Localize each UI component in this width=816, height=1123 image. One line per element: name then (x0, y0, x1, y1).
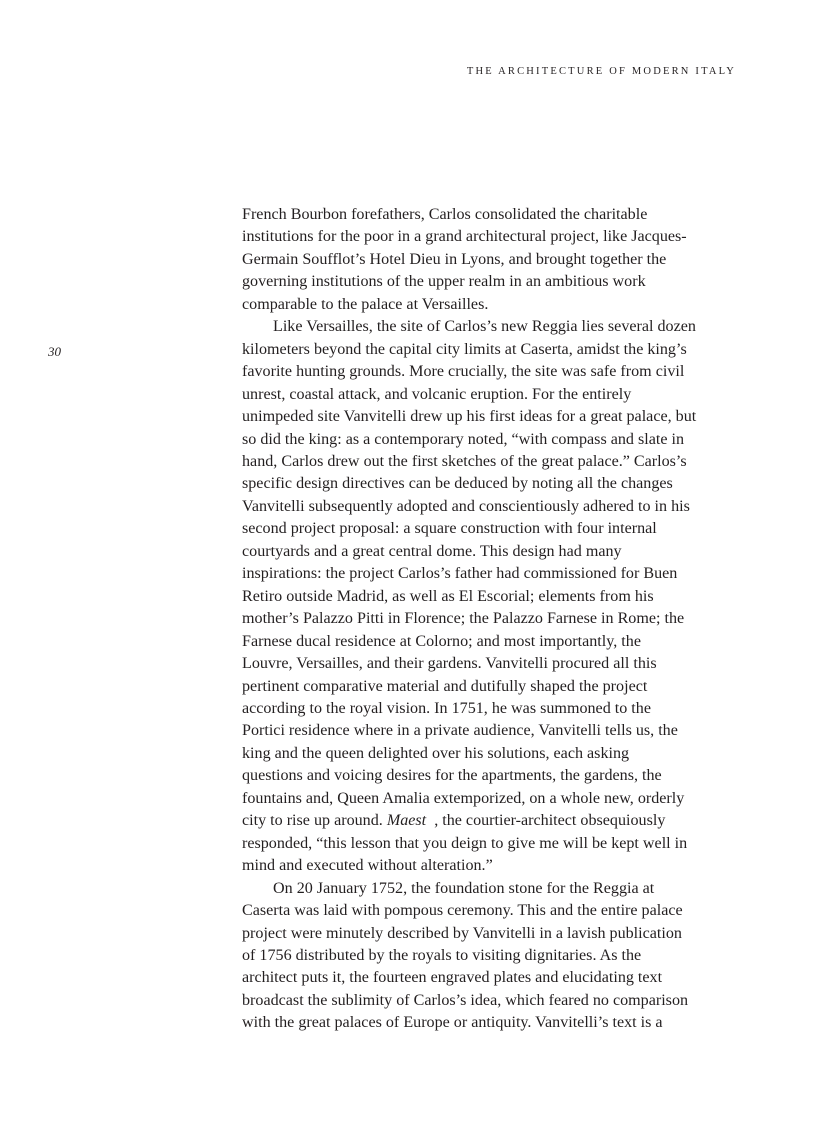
text-line: with the great palaces of Europe or antiquity. Vanvitelli’s text is a (242, 1014, 663, 1032)
text-line: Germain Soufflot’s Hotel Dieu in Lyons, and brought together the (242, 250, 667, 268)
text-line: specific design directives can be deduced by noting all the changes (242, 475, 673, 493)
text-line: Portici residence where in a private audience, Vanvitelli tells us, the (242, 722, 678, 740)
text-line: hand, Carlos drew out the first sketches of the great palace.” Carlos’s (242, 452, 687, 470)
text-line: second project proposal: a square construction with four internal (242, 520, 657, 538)
text-line: broadcast the sublimity of Carlos’s idea, which feared no comparison (242, 991, 689, 1009)
text-line: courtyards and a great central dome. This design had many (242, 542, 622, 560)
text-line: favorite hunting grounds. More crucially, the site was safe from civil (242, 363, 685, 381)
text-line: kilometers beyond the capital city limits at Caserta, amidst the king’s (242, 340, 687, 358)
running-header: THE ARCHITECTURE OF MODERN ITALY (466, 66, 736, 77)
text-line: Louvre, Versailles, and their gardens. Vanvitelli procured all this (242, 655, 657, 673)
page-number: 30 (48, 344, 61, 359)
text-line: governing institutions of the upper realm in an ambitious work (242, 273, 646, 291)
text-line: unrest, coastal attack, and volcanic eruption. For the entirely (242, 385, 632, 403)
text-line: project were minutely described by Vanvitelli in a lavish publication (242, 924, 682, 942)
text-line: mother’s Palazzo Pitti in Florence; the Palazzo Farnese in Rome; the (242, 610, 685, 628)
body-text (242, 204, 742, 1035)
text-line-with-italic (242, 810, 742, 832)
text-line: inspirations: the project Carlos’s father had commissioned for Buen (242, 565, 678, 583)
text-line: questions and voicing desires for the apartments, the gardens, the (242, 767, 662, 785)
text-line: Retiro outside Madrid, as well as El Escorial; elements from his (242, 587, 654, 605)
text-line: comparable to the palace at Versailles. (242, 295, 489, 313)
text-line: architect puts it, the fourteen engraved plates and elucidating text (242, 969, 663, 987)
text-line: Farnese ducal residence at Colorno; and most importantly, the (242, 632, 641, 650)
text-line: Vanvitelli subsequently adopted and conscientiously adhered to in his (242, 497, 690, 515)
text-line: institutions for the poor in a grand architectural project, like Jacques- (242, 228, 687, 246)
paragraph-start-line: On 20 January 1752, the foundation stone for the Reggia at (273, 879, 655, 897)
line-text-before: city to rise up around. (242, 812, 387, 830)
italic-word: Maest (386, 812, 427, 830)
text-line: fountains and, Queen Amalia extemporized, on a whole new, orderly (242, 789, 685, 807)
line-text-after: , the courtier-architect obsequiously (426, 812, 666, 830)
text-line: according to the royal vision. In 1751, he was summoned to the (242, 699, 651, 717)
text-line: French Bourbon forefathers, Carlos consolidated the charitable (242, 206, 648, 223)
text-line: mind and executed without alteration.” (242, 857, 493, 875)
text-line: of 1756 distributed by the royals to visiting dignitaries. As the (242, 946, 642, 964)
text-line: responded, “this lesson that you deign to give me will be kept well in (242, 834, 688, 852)
text-line: Caserta was laid with pompous ceremony. This and the entire palace (242, 902, 683, 920)
text-line: pertinent comparative material and dutifully shaped the project (242, 677, 648, 695)
text-line: king and the queen delighted over his solutions, each asking (242, 744, 630, 762)
paragraph-start-line: Like Versailles, the site of Carlos’s new Reggia lies several dozen (273, 318, 696, 336)
text-line: so did the king: as a contemporary noted, “with compass and slate in (242, 430, 685, 448)
text-line: unimpeded site Vanvitelli drew up his first ideas for a great palace, but (242, 408, 697, 426)
